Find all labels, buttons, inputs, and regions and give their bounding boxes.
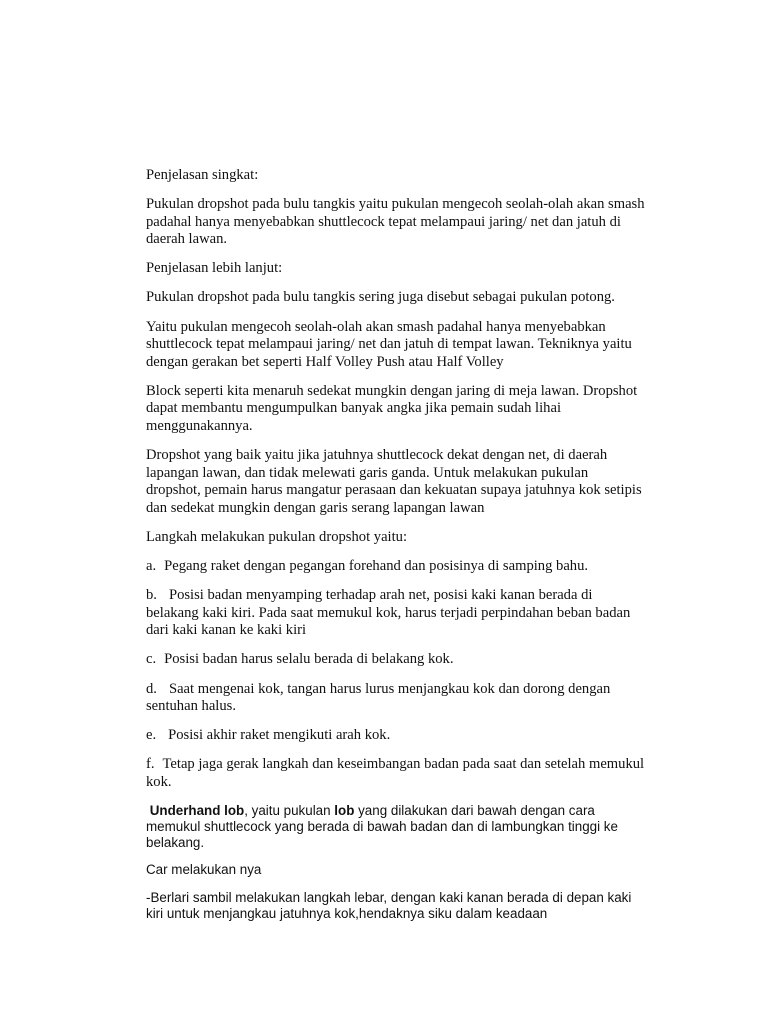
list-item-text: Posisi badan harus selalu berada di belakang kok. — [164, 651, 454, 668]
list-item-c — [146, 651, 646, 669]
list-item-text: Posisi akhir raket mengikuti arah kok. — [168, 727, 391, 744]
document-body — [146, 167, 646, 934]
list-item-text: Saat mengenai kok, tangan harus lurus menjangkau kok dan dorong dengan sentuhan halus. — [146, 680, 611, 715]
list-item-a — [146, 558, 646, 576]
list-marker: a. — [146, 558, 157, 575]
list-item-e — [146, 727, 646, 745]
sans-section — [146, 803, 646, 922]
heading-short-explanation: Penjelasan singkat: — [146, 167, 259, 183]
list-marker: e. — [146, 727, 157, 744]
steps-heading: Langkah melakukan pukulan dropshot yaitu: — [146, 529, 408, 545]
paragraph-1: Pukulan dropshot pada bulu tangkis sering juga disebut sebagai pukulan potong. — [146, 289, 615, 306]
list-item-f — [146, 756, 646, 791]
list-item-text: Pegang raket dengan pegangan forehand dan posisinya di samping bahu. — [164, 558, 589, 575]
howto-heading: Car melakukan nya — [146, 862, 262, 878]
paragraph-underhand-lob: Underhand lob, yaitu pukulan lob yang dilakukan dari bawah dengan cara memukul shuttlecock yang berada di bawah badan dan di lambungkan tinggi ke belakang. — [146, 803, 618, 850]
heading-further-explanation: Penjelasan lebih lanjut: — [146, 260, 283, 277]
list-marker: f. — [146, 756, 155, 773]
paragraph-3: Block seperti kita menaruh sedekat mungkin dengan jaring di meja lawan. Dropshot dapat membantu mengumpulkan banyak angka jika pemain sudah lihai menggunakannya. — [146, 382, 638, 435]
howto-paragraph: -Berlari sambil melakukan langkah lebar, dengan kaki kanan berada di depan kaki kiri untuk menjangkau jatuhnya kok,hendaknya siku dalam keadaan — [146, 890, 632, 922]
paragraph-4: Dropshot yang baik yaitu jika jatuhnya shuttlecock dekat dengan net, di daerah lapangan lawan, dan tidak melewati garis ganda. Untuk melakukan pukulan dropshot, pemain harus mangatur perasaan dan kekuatan supaya jatuhnya kok setipis dan sedekat mungkin dengan garis serang lapangan lawan — [146, 447, 642, 516]
term-lob: lob — [334, 803, 355, 819]
paragraph-2: Yaitu pukulan mengecoh seolah-olah akan smash padahal hanya menyebabkan shuttlecock tepat melampaui jaring/ net dan jatuh di tempat lawan. Tekniknya yaitu dengan gerakan bet seperti Half Volley Push atau Half Volley — [146, 318, 632, 370]
list-item-d — [146, 681, 646, 716]
list-marker: d. — [146, 680, 157, 697]
list-item-b — [146, 587, 646, 640]
term-underhand-lob: Underhand lob — [149, 803, 245, 819]
list-item-text: Posisi badan menyamping terhadap arah net, posisi kaki kanan berada di belakang kaki kiri. Pada saat memukul kok, harus terjadi perpindahan beban badan dari kaki kanan ke kaki kiri — [146, 587, 631, 639]
serif-section — [146, 167, 646, 792]
list-item-text: Tetap jaga gerak langkah dan keseimbangan badan pada saat dan setelah memukul kok. — [146, 756, 645, 790]
paragraph-short-explanation: Pukulan dropshot pada bulu tangkis yaitu pukulan mengecoh seolah-olah akan smash padahal hanya menyebabkan shuttlecock tepat melampaui jaring/ net dan jatuh di daerah lawan. — [146, 196, 645, 248]
list-marker: c. — [146, 651, 157, 668]
list-marker: b. — [146, 587, 157, 604]
